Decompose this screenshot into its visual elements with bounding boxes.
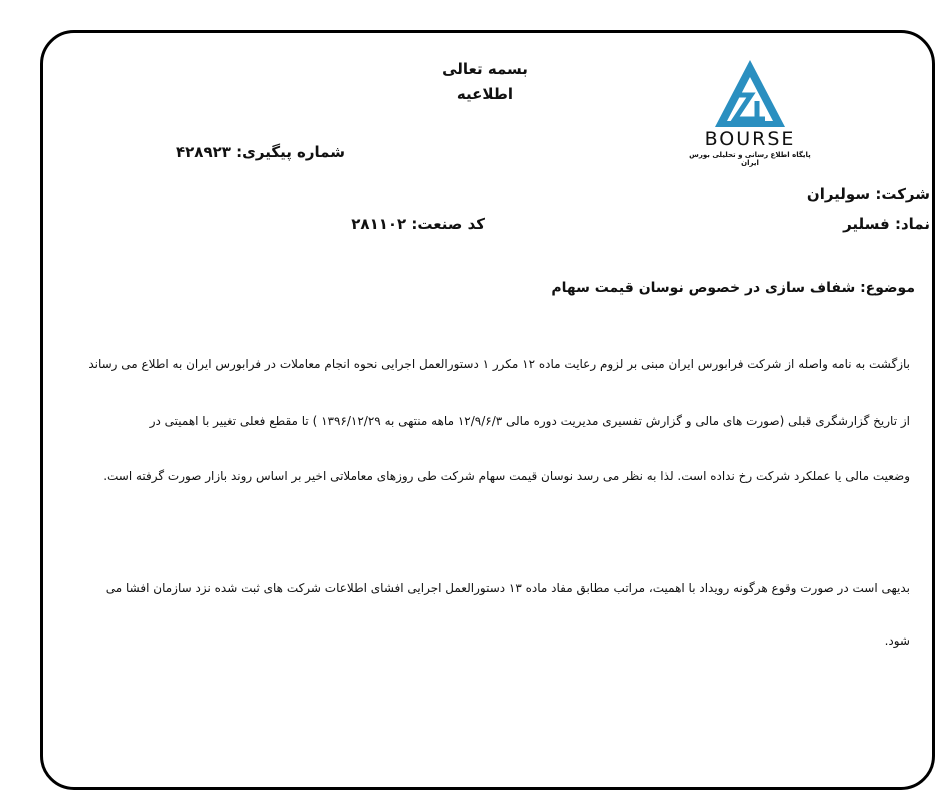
bourse-logo xyxy=(685,55,815,165)
notice-heading: اطلاعیه xyxy=(456,85,514,103)
logo-wordmark: BOURSE xyxy=(704,128,796,150)
body-line-4: بدیهی است در صورت وقوع هرگونه رویداد با اهمیت، مراتب مطابق مفاد ماده ۱۳ دستورالعمل اجرایی افشای اطلاعات شرکت های ثبت شده نزد سازمان افشا می xyxy=(105,581,910,595)
bourse-logo-icon xyxy=(685,55,815,130)
subject-line: موضوع: شفاف سازی در خصوص نوسان قیمت سهام xyxy=(551,280,915,296)
body-line-2: از تاریخ گزارشگری قبلی (صورت های مالی و گزارش تفسیری مدیریت دوره مالی ۱۲/۹/۶/۳ ماهه منتهی به ۱۳۹۶/۱۲/۲۹ ) تا مقطع فعلی تغییر با اهمیتی در xyxy=(149,414,910,428)
tracking-number: شماره پیگیری: ۴۲۸۹۲۳ xyxy=(176,143,345,161)
bismillah-heading: بسمه تعالی xyxy=(442,60,528,78)
logo-caption: پایگاه اطلاع رسانی و تحلیلی بورس ایران xyxy=(689,151,811,167)
body-line-3: وضعیت مالی یا عملکرد شرکت رخ نداده است. لذا به نظر می رسد نوسان قیمت سهام شرکت طی روزهای معاملاتی اخیر بر اساس روند بازار صورت گرفته است. xyxy=(103,469,910,483)
company-symbol: نماد: فسلیر xyxy=(843,215,930,233)
company-name: شرکت: سولیران xyxy=(806,185,930,203)
body-line-5: شود. xyxy=(884,634,910,648)
body-line-1: بازگشت به نامه واصله از شرکت فرابورس ایران مبنی بر لزوم رعایت ماده ۱۲ مکرر ۱ دستورالعمل اجرایی نحوه انجام معاملات در فرابورس ایران به اطلاع می رساند xyxy=(88,357,910,371)
industry-code: کد صنعت: ۲۸۱۱۰۲ xyxy=(351,215,485,233)
